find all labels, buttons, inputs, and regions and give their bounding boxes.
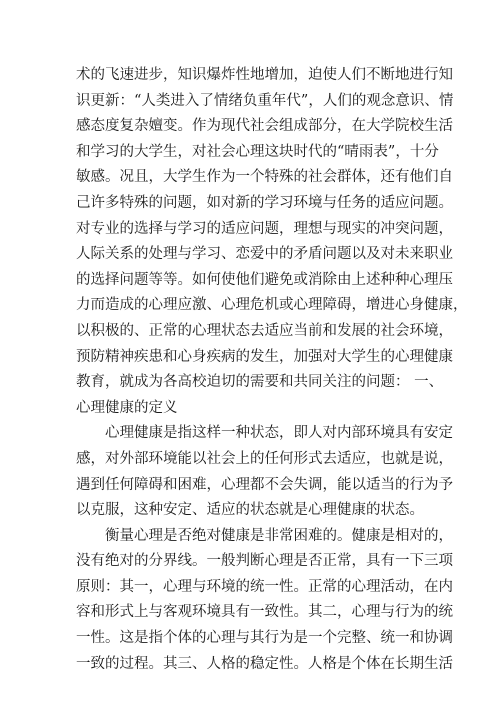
text-line: 没有绝对的分界线。一般判断心理是否正常，具有一下三项 bbox=[76, 553, 453, 570]
text-line: 以积极的、正常的心理状态去适应当前和发展的社会环境， bbox=[76, 322, 453, 339]
section-heading: 心理健康的定义 bbox=[76, 399, 178, 416]
text-line: 感态度复杂嬗变。作为现代社会组成部分，在大学院校生活 bbox=[76, 118, 453, 135]
body-text bbox=[76, 63, 468, 677]
text-line: 一致的过程。其三、人格的稳定性。人格是个体在长期生活 bbox=[76, 655, 453, 672]
text-line: 衡量心理是否绝对健康是非常困难的。健康是相对的， bbox=[105, 527, 453, 544]
text-line: 遇到任何障碍和困难，心理都不会失调，能以适当的行为予 bbox=[76, 476, 453, 493]
text-line: 心理健康是指这样一种状态，即人对内部环境具有安定 bbox=[105, 425, 453, 442]
text-line: 一性。这是指个体的心理与其行为是一个完整、统一和协调 bbox=[76, 630, 453, 647]
text-line: 原则：其一，心理与环境的统一性。正常的心理活动，在内 bbox=[76, 578, 453, 595]
text-line: 敏感。况且，大学生作为一个特殊的社会群体，还有他们自 bbox=[76, 169, 453, 186]
text-line: 己许多特殊的问题，如对新的学习环境与任务的适应问题。 bbox=[76, 194, 453, 211]
text-line: 预防精神疾患和心身疾病的发生，加强对大学生的心理健康 bbox=[76, 348, 453, 365]
text-line: 的选择问题等等。如何使他们避免或消除由上述种种心理压 bbox=[76, 271, 453, 288]
text-line: 感，对外部环境能以社会上的任何形式去适应，也就是说， bbox=[76, 450, 453, 467]
text-line: 以克服，这种安定、适应的状态就是心理健康的状态。 bbox=[76, 502, 424, 519]
text-line: 力而造成的心理应激、心理危机或心理障碍，增进心身健康， bbox=[76, 297, 468, 314]
text-line: 人际关系的处理与学习、恋爱中的矛盾问题以及对未来职业 bbox=[76, 246, 453, 263]
text-line: 和学习的大学生，对社会心理这块时代的“晴雨表”，十分 bbox=[76, 143, 439, 160]
text-line: 识更新：“人类进入了情绪负重年代”，人们的观念意识、情 bbox=[76, 92, 454, 109]
text-line: 术的飞速进步，知识爆炸性地增加，迫使人们不断地进行知 bbox=[76, 67, 453, 83]
text-line: 教育，就成为各高校迫切的需要和共同关注的问题： 一、 bbox=[76, 374, 444, 391]
text-line: 容和形式上与客观环境具有一致性。其二，心理与行为的统 bbox=[76, 604, 453, 621]
text-line: 对专业的选择与学习的适应问题，理想与现实的冲突问题， bbox=[76, 220, 453, 237]
